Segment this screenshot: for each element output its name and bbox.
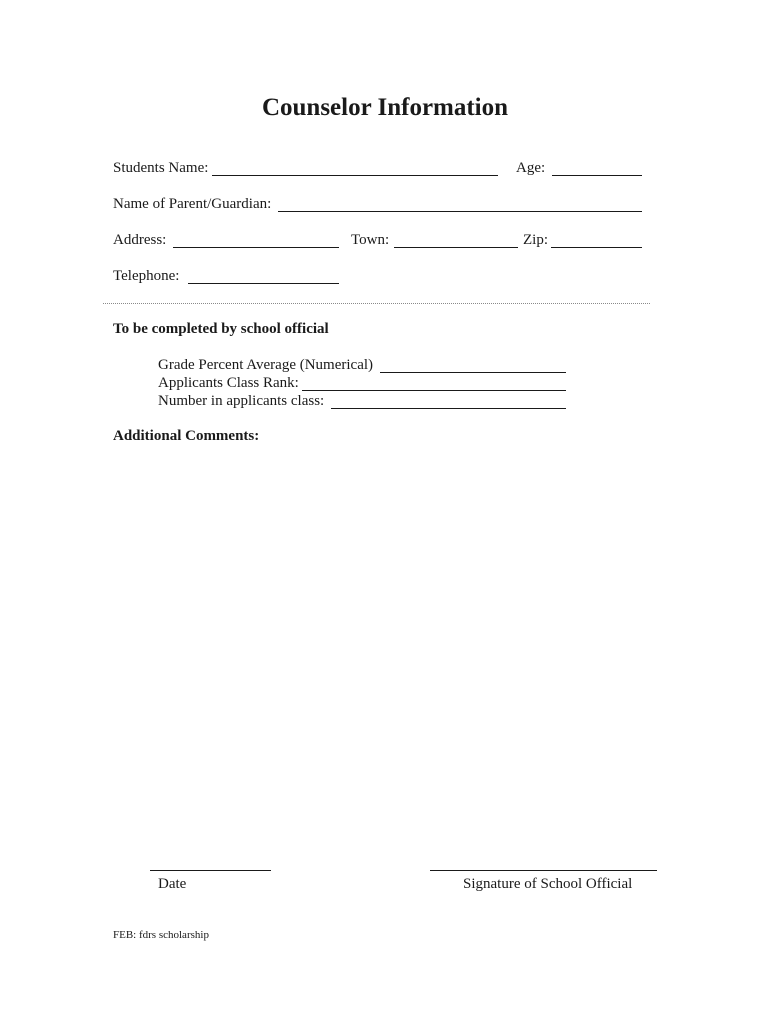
town-label: Town: bbox=[351, 232, 390, 248]
students-name-label: Students Name: bbox=[113, 160, 209, 176]
address-label: Address: bbox=[113, 232, 167, 248]
page-title: Counselor Information bbox=[261, 94, 509, 121]
official-signature-line[interactable] bbox=[430, 870, 657, 871]
students-name-field[interactable] bbox=[212, 175, 498, 176]
address-field[interactable] bbox=[173, 247, 339, 248]
age-label: Age: bbox=[516, 160, 546, 176]
parent-guardian-field[interactable] bbox=[278, 211, 642, 212]
telephone-label: Telephone: bbox=[113, 268, 180, 284]
age-field[interactable] bbox=[552, 175, 642, 176]
additional-comments-area[interactable] bbox=[113, 452, 643, 842]
school-official-heading: To be completed by school official bbox=[113, 321, 329, 337]
date-signature-line[interactable] bbox=[150, 870, 271, 871]
parent-guardian-label: Name of Parent/Guardian: bbox=[113, 196, 272, 212]
zip-label: Zip: bbox=[523, 232, 548, 248]
class-rank-field[interactable] bbox=[302, 390, 566, 391]
footer-note: FEB: fdrs scholarship bbox=[113, 929, 209, 941]
official-signature-label: Signature of School Official bbox=[463, 876, 633, 892]
grade-average-field[interactable] bbox=[380, 372, 566, 373]
additional-comments-heading: Additional Comments: bbox=[113, 428, 260, 444]
class-rank-label: Applicants Class Rank: bbox=[158, 375, 299, 391]
class-size-field[interactable] bbox=[331, 408, 566, 409]
section-divider bbox=[103, 303, 650, 304]
telephone-field[interactable] bbox=[188, 283, 339, 284]
class-size-label: Number in applicants class: bbox=[158, 393, 325, 409]
grade-average-label: Grade Percent Average (Numerical) bbox=[158, 357, 374, 373]
zip-field[interactable] bbox=[551, 247, 642, 248]
town-field[interactable] bbox=[394, 247, 518, 248]
date-label: Date bbox=[158, 876, 187, 892]
